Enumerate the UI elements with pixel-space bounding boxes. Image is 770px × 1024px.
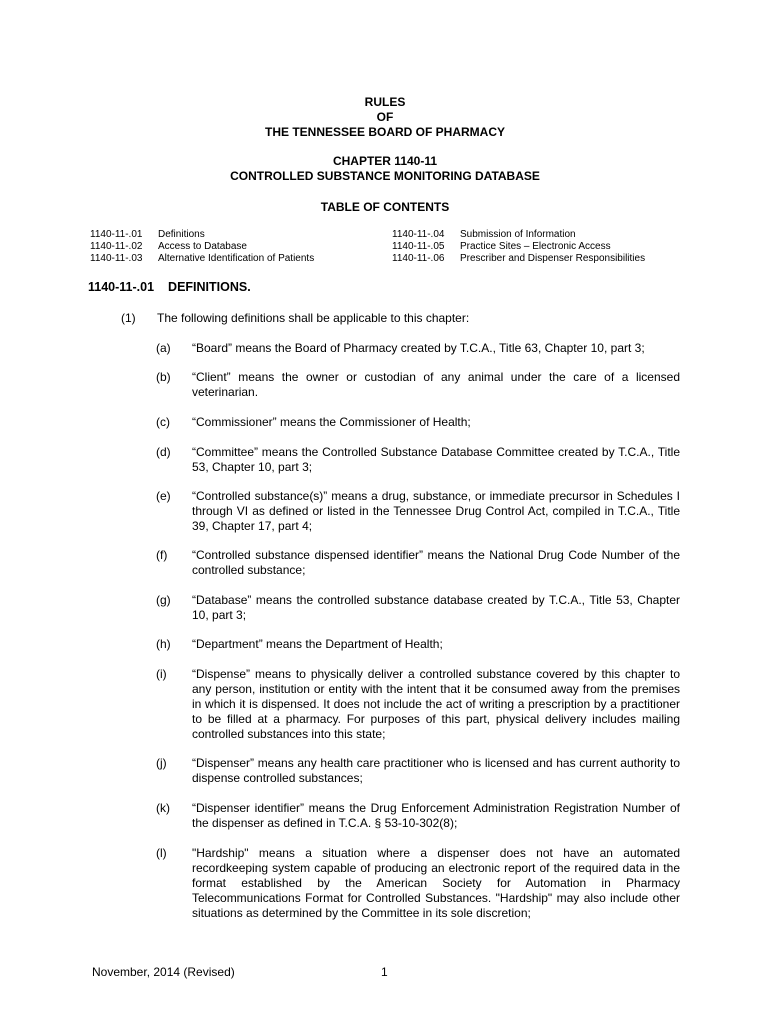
toc-entry-number: 1140-11-.03 bbox=[90, 253, 143, 264]
definition-label: (g) bbox=[156, 593, 171, 607]
toc-entry bbox=[90, 229, 390, 241]
toc-entry bbox=[392, 241, 692, 253]
toc-entry-title: Alternative Identification of Patients bbox=[158, 253, 315, 264]
definition-label: (l) bbox=[156, 846, 167, 860]
board-heading: THE TENNESSEE BOARD OF PHARMACY bbox=[264, 125, 506, 139]
of-heading: OF bbox=[376, 110, 394, 124]
definition-text: “Commissioner” means the Commissioner of Health; bbox=[192, 415, 471, 429]
section-heading bbox=[88, 280, 251, 294]
definition-label: (i) bbox=[156, 667, 167, 681]
toc-entry bbox=[392, 253, 692, 265]
paragraph-text: The following definitions shall be applicable to this chapter: bbox=[157, 311, 470, 325]
paragraph-label: (1) bbox=[121, 311, 136, 325]
definition-text: “Department” means the Department of Health; bbox=[192, 637, 443, 651]
footer-date: November, 2014 (Revised) bbox=[92, 965, 235, 979]
definition-text: “Dispenser identifier” means the Drug Enforcement Administration Registration Number of the dispenser as defined in T.C.A. § 53-10-302(8); bbox=[192, 801, 680, 830]
definition-label: (j) bbox=[156, 756, 167, 770]
toc-entry bbox=[90, 253, 390, 265]
definition-text: “Committee” means the Controlled Substance Database Committee created by T.C.A., Title 53, Chapter 10, part 3; bbox=[192, 445, 680, 474]
toc-left-column bbox=[90, 229, 390, 269]
definition-text: “Controlled substance dispensed identifier” means the National Drug Code Number of the controlled substance; bbox=[192, 548, 680, 577]
toc-entry-number: 1140-11-.02 bbox=[90, 241, 143, 252]
definition-label: (h) bbox=[156, 637, 171, 651]
rules-heading: RULES bbox=[364, 95, 406, 109]
toc-entry-number: 1140-11-.06 bbox=[392, 253, 445, 264]
definition-text: “Client” means the owner or custodian of any animal under the care of a licensed veterinarian. bbox=[192, 370, 680, 399]
definition-label: (b) bbox=[156, 370, 171, 384]
toc-entry-title: Prescriber and Dispenser Responsibilities bbox=[460, 253, 646, 264]
toc-entry-number: 1140-11-.04 bbox=[392, 229, 445, 240]
definition-label: (e) bbox=[156, 489, 171, 503]
toc-entry-number: 1140-11-.05 bbox=[392, 241, 445, 252]
definition-text: “Database” means the controlled substance database created by T.C.A., Title 53, Chapter 10, part 3; bbox=[192, 593, 680, 622]
definition-text: “Controlled substance(s)” means a drug, substance, or immediate precursor in Schedules I through VI as defined or listed in the Tennessee Drug Control Act, compiled in T.C.A., Title 39, Chapter 17, part 4; bbox=[192, 489, 680, 533]
chapter-title: CONTROLLED SUBSTANCE MONITORING DATABASE bbox=[230, 169, 540, 183]
toc-entry bbox=[392, 229, 692, 241]
definition-label: (f) bbox=[156, 548, 168, 562]
definition-text: “Board” means the Board of Pharmacy created by T.C.A., Title 63, Chapter 10, part 3; bbox=[192, 341, 645, 355]
definition-text: “Dispense” means to physically deliver a controlled substance covered by this chapter to any person, institution or entity with the intent that it be consumed away from the premises in which it is dispensed. It does not include the act of writing a prescription by a practitioner to be filled at a pharmacy. For purposes of this part, physical delivery includes mailing controlled substances into this state; bbox=[192, 667, 680, 741]
toc-entry-title: Access to Database bbox=[158, 241, 247, 252]
definition-label: (c) bbox=[156, 415, 170, 429]
definition-label: (a) bbox=[156, 341, 171, 355]
section-title: DEFINITIONS. bbox=[168, 280, 251, 294]
toc-title: TABLE OF CONTENTS bbox=[320, 200, 450, 214]
definition-label: (k) bbox=[156, 801, 170, 815]
toc-entry-title: Practice Sites – Electronic Access bbox=[460, 241, 611, 252]
toc-entry-title: Definitions bbox=[158, 229, 205, 240]
definition-text: “Dispenser” means any health care practitioner who is licensed and has current authority to dispense controlled substances; bbox=[192, 756, 680, 785]
definition-text: "Hardship" means a situation where a dispenser does not have an automated recordkeeping system capable of producing an electronic report of the required data in the format established by the American Society for Automation in Pharmacy Telecommunications Format for Controlled Substances. "Hardship" may also include other situations as determined by the Committee in its sole discretion; bbox=[192, 846, 680, 920]
chapter-number: CHAPTER 1140-11 bbox=[332, 154, 438, 168]
page-number: 1 bbox=[381, 965, 388, 979]
section-number: 1140-11-.01 bbox=[88, 280, 155, 294]
toc-entry-title: Submission of Information bbox=[460, 229, 576, 240]
toc-right-column bbox=[392, 229, 692, 269]
toc-entry-number: 1140-11-.01 bbox=[90, 229, 143, 240]
definition-label: (d) bbox=[156, 445, 171, 459]
toc-entry bbox=[90, 241, 390, 253]
